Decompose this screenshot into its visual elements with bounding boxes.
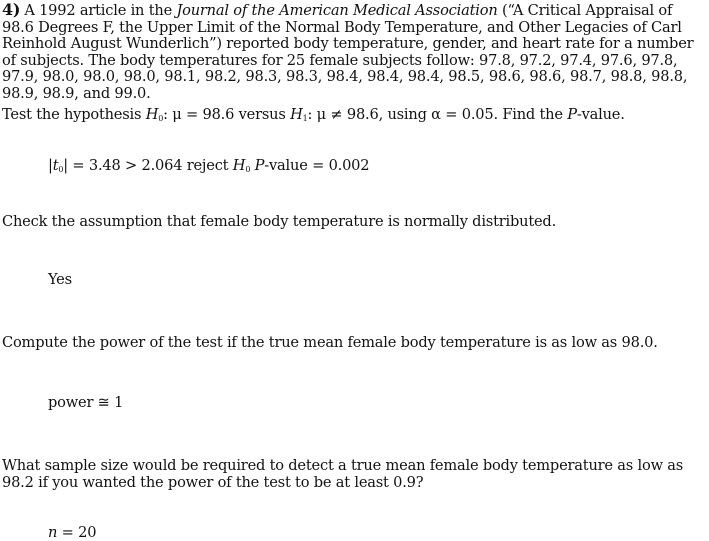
- q1-suffix: -value.: [576, 106, 625, 123]
- question-sample-size: What sample size would be required to detect a true mean female body temperature as low as 98.2 if you wanted the power of the test to be at least 0.9?: [2, 457, 684, 491]
- abs-bar: |: [48, 157, 53, 174]
- h-symbol: H: [290, 106, 303, 123]
- question-power: Compute the power of the test if the true mean female body temperature is as low as 98.0.: [2, 334, 658, 351]
- answer-sample-size: [48, 524, 96, 541]
- answer-hypothesis-test: [48, 157, 369, 178]
- q1-prefix: Test the hypothesis: [2, 106, 146, 123]
- p-symbol: P: [567, 106, 577, 123]
- subscript-1: 1: [302, 114, 308, 123]
- question-hypothesis-test: [2, 107, 705, 128]
- problem-intro: [2, 2, 705, 103]
- subscript-0: 0: [158, 114, 164, 123]
- subscript-0: 0: [245, 165, 251, 174]
- h-symbol: H: [145, 106, 159, 123]
- p-value: -value = 0.002: [264, 157, 370, 174]
- t-symbol: t: [52, 157, 59, 174]
- intro-text-before: A 1992 article in the: [24, 2, 177, 19]
- alternative-hypothesis: : μ ≠ 98.6, using α = 0.05. Find the: [307, 106, 568, 123]
- sample-size-value: = 20: [57, 524, 97, 541]
- journal-title: Journal of the American Medical Association: [176, 2, 498, 19]
- intro-text-after: (“A Critical Appraisal of 98.6 Degrees F, the Upper Limit of the Normal Body Temperature, and Other Legacies of Carl Reinhold August Wunderlich”) reported body temperature, gender, and heart rate for a number of subjects. The body temperatures for 25 female subjects follow: 97.8, 97.2, 97.4, 97.6, 97.8, 97.9, 98.0, 98.0, 98.0, 98.1, 98.2, 98.3, 98.3, 98.4, 98.4, 98.4, 98.5, 98.6, 98.6, 98.7, 98.8, 98.8, 98.9, 98.9, and 99.0.: [2, 2, 694, 102]
- question-normality: Check the assumption that female body temperature is normally distributed.: [2, 213, 557, 230]
- null-hypothesis: : μ = 98.6 versus: [163, 106, 291, 123]
- answer-power: power ≅ 1: [48, 394, 124, 411]
- problem-number: 4): [2, 0, 21, 19]
- subscript-0: 0: [58, 165, 64, 174]
- h-symbol: H: [232, 157, 246, 174]
- p-symbol: P: [254, 157, 265, 174]
- test-statistic: | = 3.48 > 2.064 reject: [63, 157, 233, 174]
- answer-normality: Yes: [48, 271, 72, 288]
- n-symbol: n: [48, 524, 58, 541]
